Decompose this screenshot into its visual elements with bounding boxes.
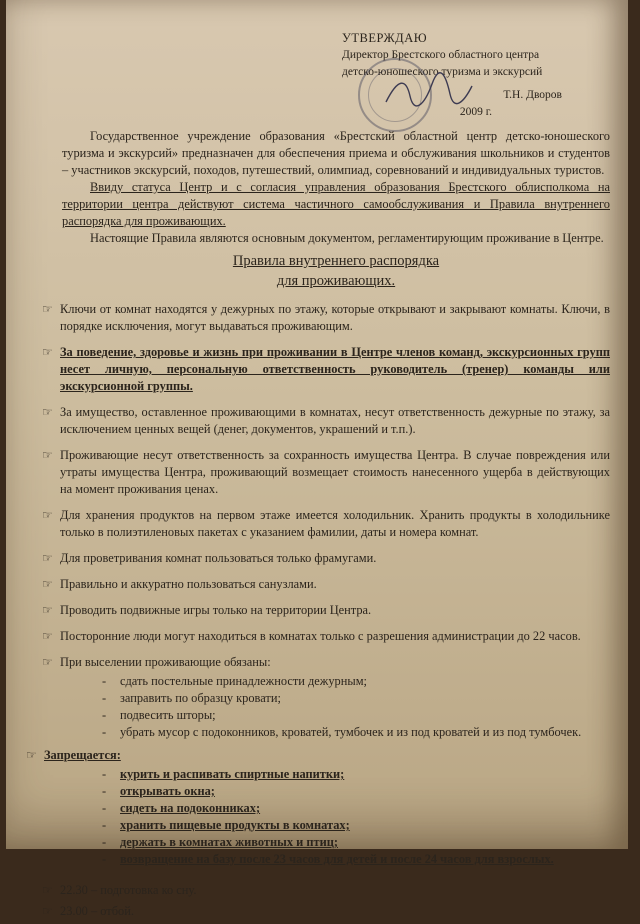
prohibited-list [102,766,610,868]
position-line-1: Директор Брестского областного центра [342,49,540,61]
rule-item [42,447,610,498]
rule-text: Ключи от комнат находятся у дежурных по этажу, которые открывают и закрывают комнаты. Ключи, в порядке исключения, могут выдаваться проживающим. [60,302,610,333]
rule-item [42,576,610,593]
pointing-hand-icon: ☞ [42,405,53,419]
rules-title-line-2: для проживающих. [276,273,396,289]
list-item: - открывать окна; [102,784,215,798]
list-item: - хранить пищевые продукты в комнатах; [102,818,350,832]
intro-paragraph-3: Настоящие Правила являются основным документом, регламентирующим проживание в Центре. [90,231,604,245]
list-item: - подвесить шторы; [102,708,216,722]
schedule-text: 22.30 – подготовка ко сну. [60,883,197,897]
rule-text: Для хранения продуктов на первом этаже имеется холодильник. Хранить продукты в холодильнике только в полиэтиленовых пакетах с указанием фамилии, даты и номера комнат. [60,508,610,539]
list-item: - сдать постельные принадлежности дежурным; [102,674,367,688]
document-sheet [6,0,628,918]
schedule-text: 23.00 – отбой. [60,904,134,918]
prohibited-heading-row [26,747,610,764]
pointing-hand-icon: ☞ [42,904,53,918]
pointing-hand-icon: ☞ [26,748,37,762]
rule-item [42,301,610,335]
handwritten-signature [384,72,474,112]
checkout-list [102,673,610,741]
rules-title [62,251,610,291]
intro-paragraph-2: Ввиду статуса Центр и с согласия управления образования Брестского облисполкома на территории центра действуют система частичного самообслуживания и Правила внутреннего распорядка для проживающих. [62,180,610,228]
pointing-hand-icon: ☞ [42,603,53,617]
checkout-heading: При выселении проживающие обязаны: [60,655,271,669]
approve-heading: УТВЕРЖДАЮ [342,31,428,45]
rule-text: Правильно и аккуратно пользоваться санузлами. [60,577,317,591]
rule-text: За поведение, здоровье и жизнь при проживании в Центре членов команд, экскурсионных групп несет личную, персональную ответственность руководитель (тренер) команды или экскурсионной группы. [60,345,610,393]
pointing-hand-icon: ☞ [42,577,53,591]
rule-item [42,507,610,541]
prohibited-heading: Запрещается: [44,748,121,762]
rule-item [42,602,610,619]
rule-text: Проживающие несут ответственность за сохранность имущества Центра. В случае повреждения или утраты имущества Центра, проживающий возмещает стоимость нанесенного ущерба в действующих на момент проживания ценах. [60,448,610,496]
schedule-item [42,903,610,920]
rule-text: За имущество, оставленное проживающими в комнатах, несут ответственность дежурные по этажу, за исключением ценных вещей (денег, документов, украшений и т.п.). [60,405,610,436]
pointing-hand-icon: ☞ [42,629,53,643]
list-item: - возвращение на базу после 23 часов для детей и после 24 часов для взрослых. [102,852,554,866]
approval-year: 2009 г. [459,106,492,118]
pointing-hand-icon: ☞ [42,448,53,462]
rule-text: Посторонние люди могут находиться в комнатах только с разрешения администрации до 22 часов. [60,629,581,643]
pointing-hand-icon: ☞ [42,883,53,897]
position-line-2: детско-юношеского туризма и экскурсий [342,66,543,78]
schedule-item [42,882,610,899]
pointing-hand-icon: ☞ [42,655,53,669]
checkout-heading-row [42,654,610,671]
pointing-hand-icon: ☞ [42,345,53,359]
list-item: - курить и распивать спиртные напитки; [102,767,345,781]
document-body [26,128,610,924]
rules-title-line-1: Правила внутреннего распорядка [232,253,440,269]
schedule [42,882,610,920]
pointing-hand-icon: ☞ [42,551,53,565]
rule-text: Проводить подвижные игры только на территории Центра. [60,603,372,617]
signatory-name: Т.Н. Дворов [503,89,562,101]
rule-item [42,404,610,438]
pointing-hand-icon: ☞ [42,508,53,522]
pointing-hand-icon: ☞ [42,302,53,316]
list-item: - держать в комнатах животных и птиц; [102,835,338,849]
list-item: - убрать мусор с подоконников, кроватей, тумбочек и из под кроватей и из под тумбочек. [102,725,582,739]
rule-text: Для проветривания комнат пользоваться только фрамугами. [60,551,377,565]
rule-item [42,550,610,567]
intro-paragraph-1: Государственное учреждение образования «Брестский областной центр детско-юношеского туризма и экскурсий» предназначен для обеспечения приема и обслуживания школьников и студентов – участников экскурсий, походов, путешествий, олимпиад, соревнований и индивидуальных туристов. [62,129,610,177]
list-item: - сидеть на подоконниках; [102,801,261,815]
list-item: - заправить по образцу кровати; [102,691,281,705]
rule-item [42,344,610,395]
rule-item [42,628,610,645]
